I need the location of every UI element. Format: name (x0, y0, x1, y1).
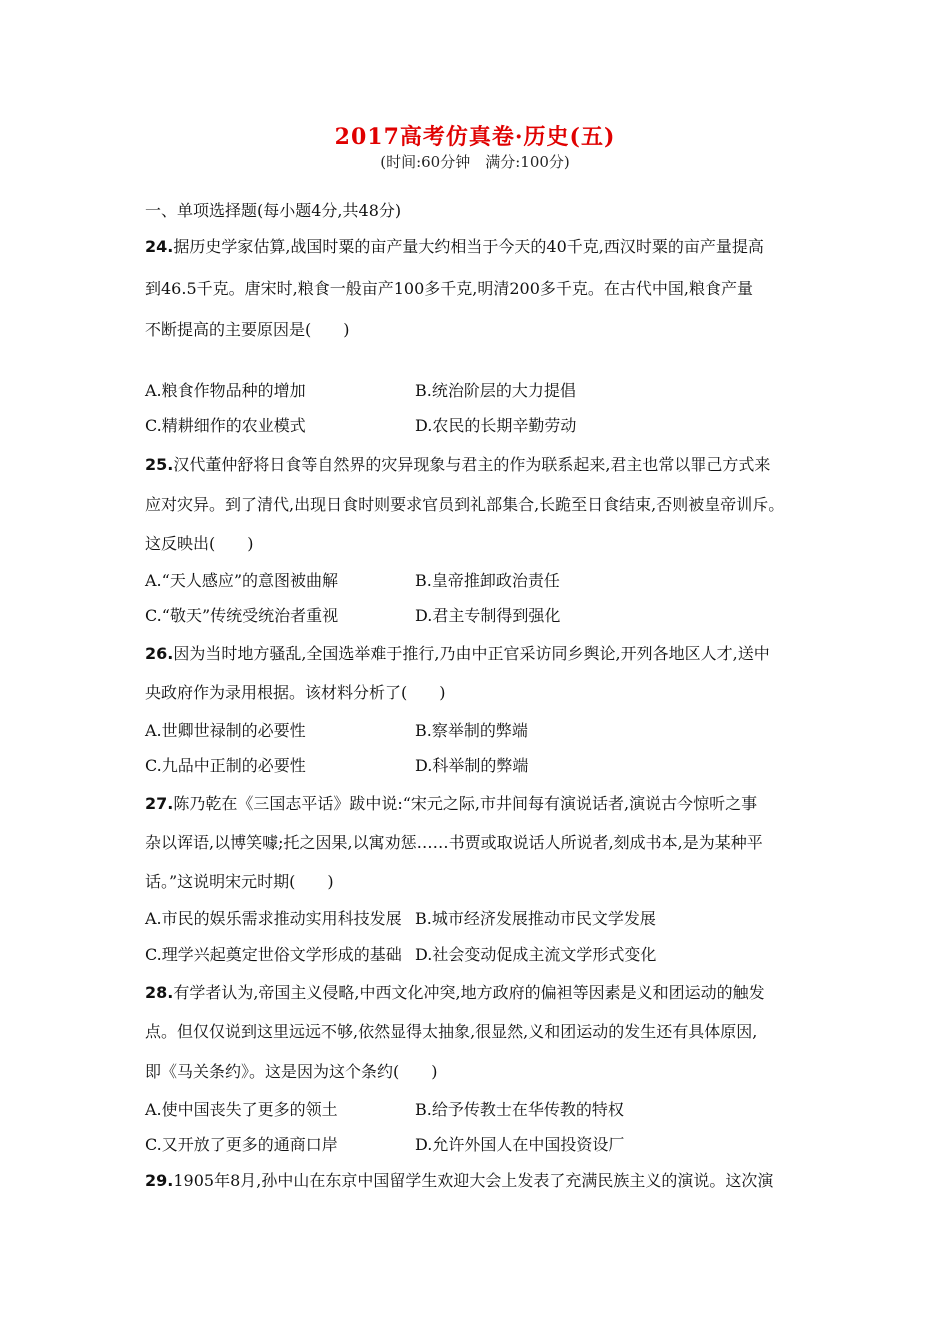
question-24-line-1: 24.据历史学家估算,战国时粟的亩产量大约相当于今天的40千克,西汉时粟的亩产量提高 (145, 237, 764, 256)
question-number: 29. (145, 1171, 174, 1190)
question-27-line-3: 话。”这说明宋元时期( ) (145, 872, 334, 891)
question-number: 25. (145, 455, 174, 474)
question-25-option-c: C.“敬天”传统受统治者重视 (145, 606, 339, 625)
question-26-option-b: B.察举制的弊端 (415, 721, 528, 740)
question-28-line-1: 28.有学者认为,帝国主义侵略,中西文化冲突,地方政府的偏袒等因素是义和团运动的触发 (145, 983, 765, 1002)
question-25-option-d: D.君主专制得到强化 (415, 606, 561, 625)
question-28-option-b: B.给予传教士在华传教的特权 (415, 1100, 624, 1119)
question-25-option-b: B.皇帝推卸政治责任 (415, 571, 560, 590)
question-number: 26. (145, 644, 174, 663)
question-24-line-3: 不断提高的主要原因是( ) (145, 320, 350, 339)
question-26-line-2: 央政府作为录用根据。该材料分析了( ) (145, 683, 446, 702)
question-27-option-b: B.城市经济发展推动市民文学发展 (415, 909, 656, 928)
question-24-option-b: B.统治阶层的大力提倡 (415, 381, 576, 400)
question-29-line-1: 29.1905年8月,孙中山在东京中国留学生欢迎大会上发表了充满民族主义的演说。这次演 (145, 1171, 774, 1190)
question-27-line-2: 杂以诨语,以博笑噱;托之因果,以寓劝惩……书贾或取说话人所说者,刻成书本,是为某种平 (145, 833, 763, 852)
question-28-option-a: A.使中国丧失了更多的领土 (145, 1100, 338, 1119)
question-28-line-3: 即《马关条约》。这是因为这个条约( ) (145, 1062, 438, 1081)
question-28-option-d: D.允许外国人在中国投资设厂 (415, 1135, 625, 1154)
question-24-option-a: A.粮食作物品种的增加 (145, 381, 306, 400)
question-28-line-2: 点。但仅仅说到这里远远不够,依然显得太抽象,很显然,义和团运动的发生还有具体原因, (145, 1022, 758, 1041)
question-27-option-d: D.社会变动促成主流文学形式变化 (415, 945, 657, 964)
question-27-option-c: C.理学兴起奠定世俗文学形成的基础 (145, 945, 402, 964)
section-heading: 一、单项选择题(每小题4分,共48分) (145, 201, 402, 220)
question-25-line-2: 应对灾异。到了清代,出现日食时则要求官员到礼部集合,长跪至日食结束,否则被皇帝训斥。 (145, 495, 785, 514)
question-26-option-d: D.科举制的弊端 (415, 756, 529, 775)
page-title: 2017高考仿真卷·历史(五) (334, 124, 616, 150)
question-number: 24. (145, 237, 174, 256)
question-27-line-1: 27.陈乃乾在《三国志平话》跋中说:“宋元之际,市井间每有演说话者,演说古今惊听之事 (145, 794, 758, 813)
exam-info: (时间:60分钟 满分:100分) (380, 153, 570, 171)
question-number: 28. (145, 983, 174, 1002)
question-24-option-d: D.农民的长期辛勤劳动 (415, 416, 577, 435)
question-number: 27. (145, 794, 174, 813)
question-25-option-a: A.“天人感应”的意图被曲解 (145, 571, 339, 590)
question-26-option-c: C.九品中正制的必要性 (145, 756, 306, 775)
question-25-line-3: 这反映出( ) (145, 534, 254, 553)
question-27-option-a: A.市民的娱乐需求推动实用科技发展 (145, 909, 402, 928)
question-26-line-1: 26.因为当时地方骚乱,全国选举难于推行,乃由中正官采访同乡舆论,开列各地区人才,送中 (145, 644, 770, 663)
question-28-option-c: C.又开放了更多的通商口岸 (145, 1135, 338, 1154)
question-24-line-2: 到46.5千克。唐宋时,粮食一般亩产100多千克,明清200多千克。在古代中国,粮食产量 (145, 279, 753, 298)
question-26-option-a: A.世卿世禄制的必要性 (145, 721, 306, 740)
question-24-option-c: C.精耕细作的农业模式 (145, 416, 306, 435)
question-25-line-1: 25.汉代董仲舒将日食等自然界的灾异现象与君主的作为联系起来,君主也常以罪己方式来 (145, 455, 771, 474)
